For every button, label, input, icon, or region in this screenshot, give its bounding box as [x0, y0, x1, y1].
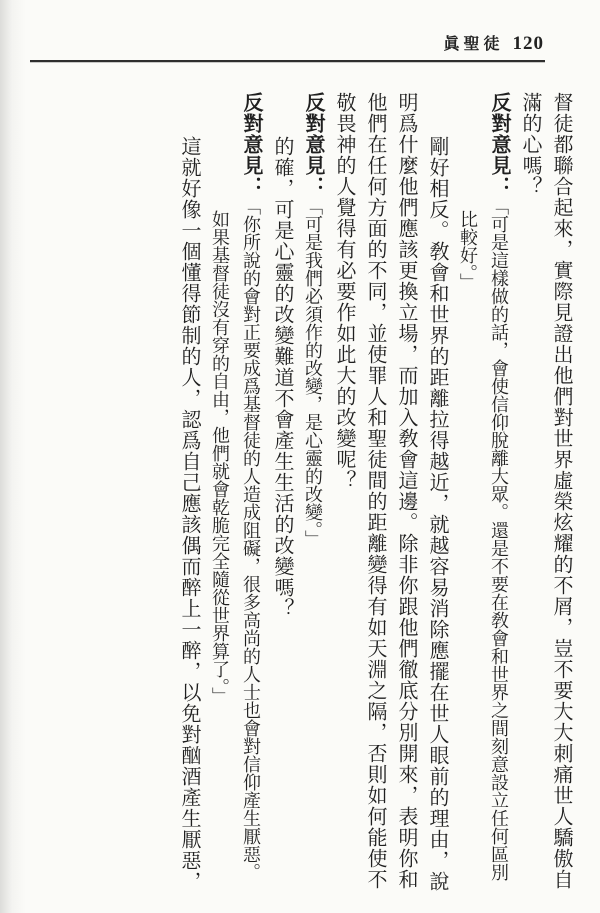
objection-paragraph-1 — [452, 92, 514, 894]
objection-paragraph-3 — [204, 92, 266, 894]
objection-label: 反對意見： — [240, 92, 262, 197]
scan-edge-shadow — [0, 0, 26, 913]
page-body-vertical-text — [173, 92, 576, 894]
objection-quote: 「可是我們必須作的改變，是心靈的改變。」 — [303, 197, 323, 548]
running-header — [443, 31, 544, 55]
objection-quote: 「你所說的會對正要成爲基督徒的人造成阻礙，很多高尚的人士也會對信仰產生厭惡。如果基督徒沒有穿的自由，他們就會乾脆完全隨從世界算了。」 — [210, 197, 261, 881]
paragraph-continuation: 督徒都聯合起來，實際見證出他們對世界虛榮炫耀的不屑，豈不要大大刺痛世人驕傲自滿的心嗎？ — [519, 92, 572, 890]
header-rule — [30, 60, 545, 62]
objection-paragraph-2 — [297, 92, 328, 894]
objection-label: 反對意見： — [488, 92, 510, 197]
reply-paragraph-1: 剛好相反。敎會和世界的距離拉得越近，就越容易消除應擺在世人眼前的理由，說明爲什麼他們應該更換立場，而加入敎會這邊。除非你跟他們徹底分別開來，表明你和他們在任何方面的不同，並使罪人和聖徒間的距離變得有如天淵之隔，否則如何能使不敬畏神的人覺得有必要作如此大的改變呢？ — [333, 92, 448, 892]
reply-paragraph-2: 的確，可是心靈的改變難道不會產生生活的改變嗎？ — [271, 136, 293, 619]
page-number: 120 — [512, 33, 544, 54]
reply-paragraph-3: 這就好像一個懂得節制的人，認爲自己應該偶而醉上一醉，以免對酗酒產生厭惡， — [178, 136, 200, 892]
objection-quote: 「可是這樣做的話，會使信仰脫離大眾。還是不要在敎會和世界之間刻意設立任何區別比較好。」 — [458, 197, 509, 881]
book-title: 眞聖徒 — [443, 36, 504, 53]
objection-label: 反對意見： — [302, 92, 324, 197]
